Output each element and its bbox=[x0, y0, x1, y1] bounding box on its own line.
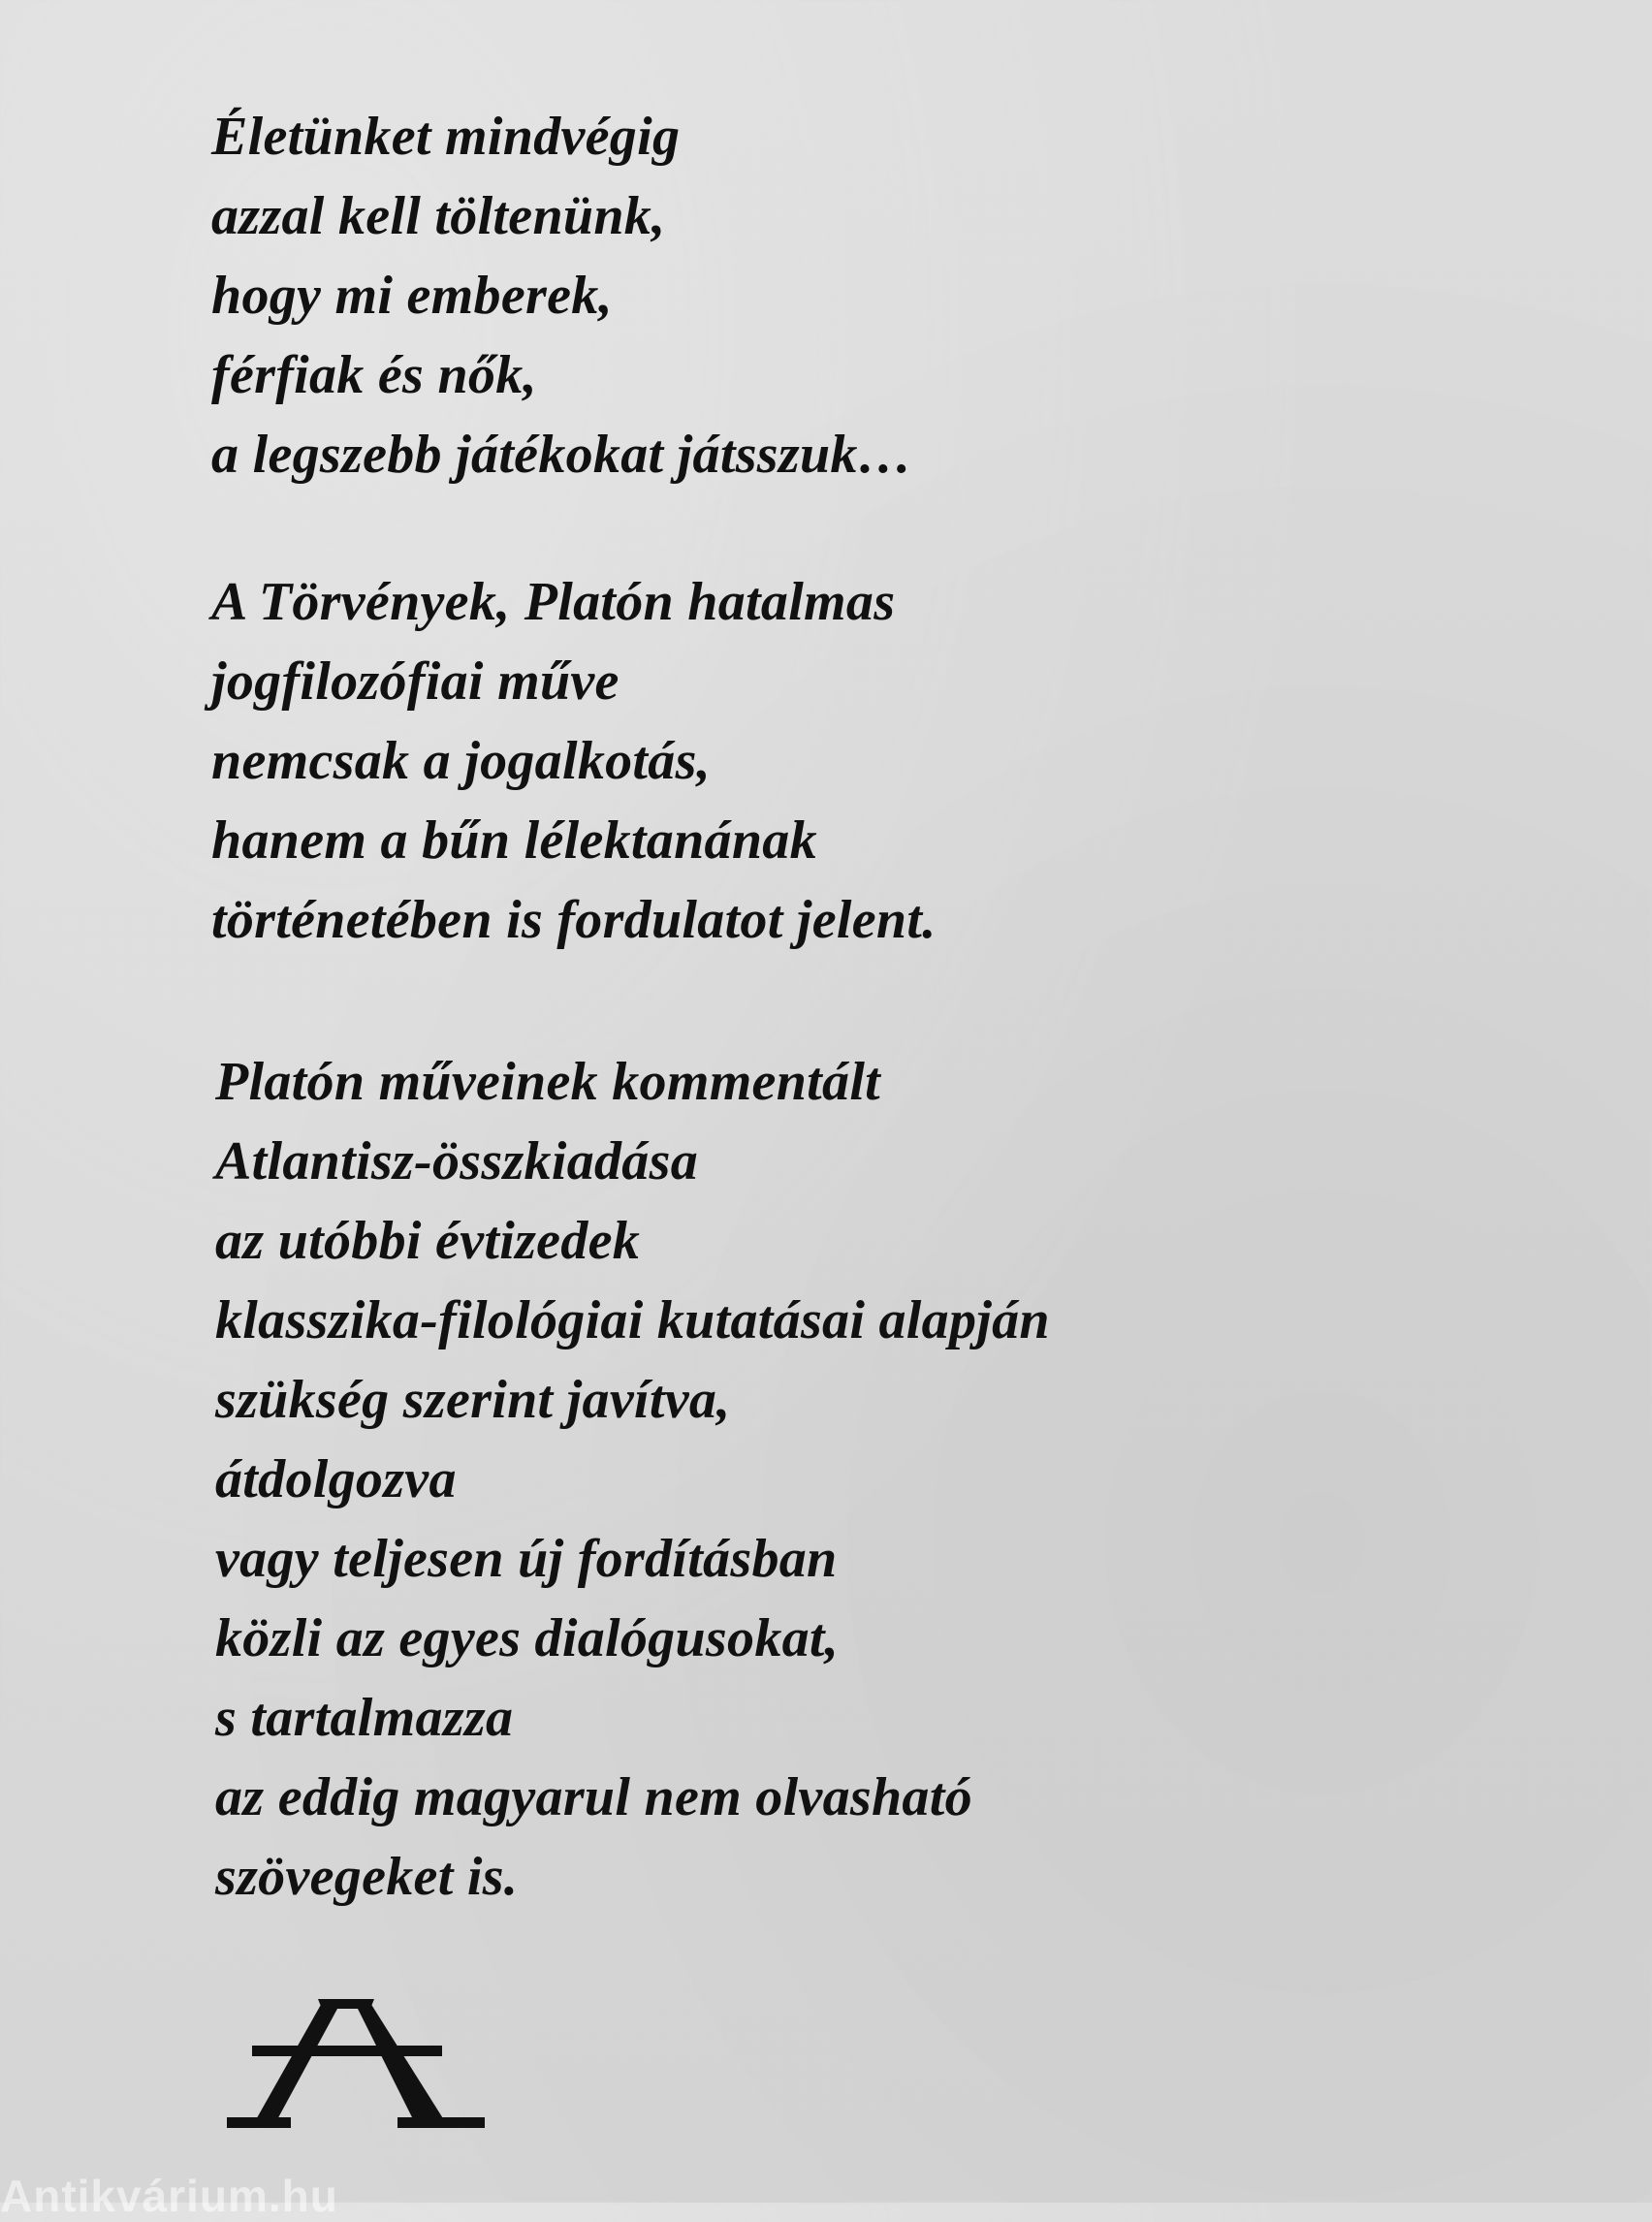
text-line: azzal kell töltenünk, bbox=[211, 186, 666, 246]
text-line: közli az egyes dialógusokat, bbox=[215, 1608, 840, 1668]
text-line: az utóbbi évtizedek bbox=[215, 1211, 641, 1271]
stanza-laws-description bbox=[211, 562, 937, 960]
text-line: s tartalmazza bbox=[215, 1688, 514, 1748]
atlantisz-publisher-logo-icon bbox=[225, 1999, 487, 2135]
text-line: Platón műveinek kommentált bbox=[215, 1052, 881, 1112]
text-line: nemcsak a jogalkotás, bbox=[211, 731, 711, 791]
text-line: átdolgozva bbox=[215, 1449, 457, 1509]
text-line: hanem a bűn lélektanának bbox=[211, 810, 817, 871]
stanza-edition-description bbox=[215, 1042, 1050, 1917]
text-line: szövegeket is. bbox=[215, 1847, 519, 1907]
text-line: vagy teljesen új fordításban bbox=[215, 1529, 838, 1589]
text-line: az eddig magyarul nem olvasható bbox=[215, 1767, 972, 1827]
text-line: szükség szerint javítva, bbox=[215, 1370, 731, 1430]
text-line: Életünket mindvégig bbox=[211, 107, 681, 167]
text-line: a legszebb játékokat játsszuk… bbox=[211, 425, 913, 485]
text-line: jogfilozófiai műve bbox=[211, 651, 620, 712]
text-line: férfiak és nők, bbox=[211, 345, 537, 405]
text-line: klasszika-filológiai kutatásai alapján bbox=[215, 1290, 1050, 1350]
text-line: hogy mi emberek, bbox=[211, 266, 613, 326]
text-line: történetében is fordulatot jelent. bbox=[211, 890, 937, 950]
text-line: A Törvények, Platón hatalmas bbox=[211, 572, 896, 632]
text-line: Atlantisz-összkiadása bbox=[215, 1131, 698, 1191]
stanza-life-games bbox=[211, 97, 912, 494]
watermark: Antikvárium.hu bbox=[0, 2171, 338, 2221]
